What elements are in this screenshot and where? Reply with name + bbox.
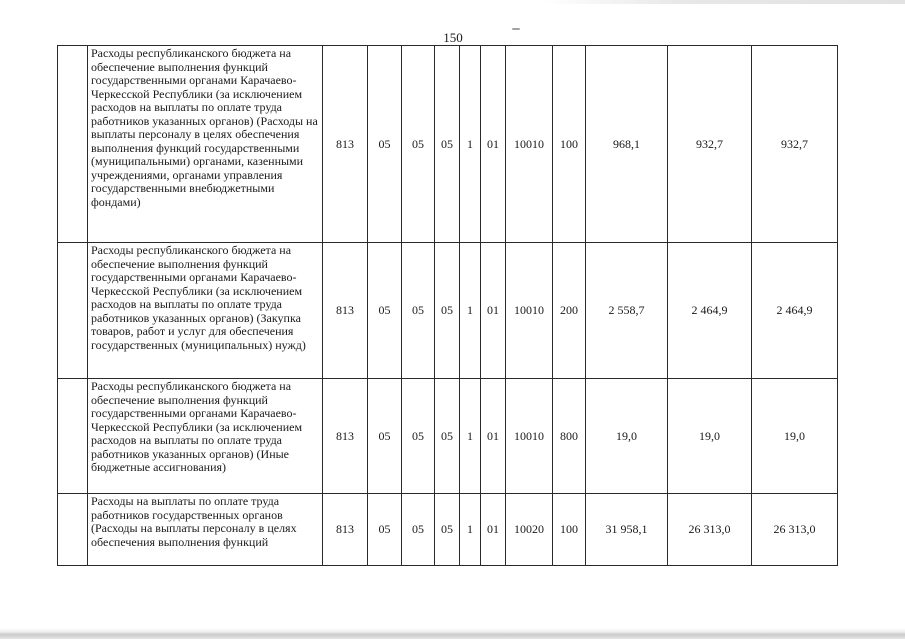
- code-event: 01: [481, 243, 506, 379]
- code-subprogram: 1: [460, 379, 481, 494]
- expense-description: Расходы на выплаты по оплате труда работников государственных органов (Расходы на выплаты персоналу в целях обеспечения выполнения функций: [88, 494, 323, 566]
- code-subprogram: 1: [460, 46, 481, 243]
- code-subprogram: 1: [460, 243, 481, 379]
- scan-edge-bottom: [0, 628, 905, 639]
- amount-1: 31 958,1: [586, 494, 668, 566]
- amount-2: 19,0: [668, 379, 752, 494]
- amount-2: 932,7: [668, 46, 752, 243]
- code-subsection: 05: [402, 494, 435, 566]
- row-index-cell: [58, 243, 88, 379]
- code-program: 05: [435, 243, 460, 379]
- page-number: 150: [443, 30, 463, 45]
- code-section: 05: [368, 379, 402, 494]
- table-row: [58, 46, 838, 243]
- code-subprogram: 1: [460, 494, 481, 566]
- amount-1: 2 558,7: [586, 243, 668, 379]
- code-ministry: 813: [323, 243, 368, 379]
- table-row: [58, 379, 838, 494]
- amount-3: 932,7: [752, 46, 838, 243]
- amount-1: 19,0: [586, 379, 668, 494]
- code-ministry: 813: [323, 379, 368, 494]
- code-direction: 10010: [506, 46, 553, 243]
- code-section: 05: [368, 243, 402, 379]
- amount-3: 19,0: [752, 379, 838, 494]
- code-ministry: 813: [323, 494, 368, 566]
- expense-description: Расходы республиканского бюджета на обеспечение выполнения функций государственными органами Карачаево-Черкесской Республики (за исключением расходов на выплаты по оплате труда работников указанных органов) (Закупка товаров, работ и услуг для обеспечения государственных (муниципальных) нужд): [88, 243, 323, 379]
- code-section: 05: [368, 46, 402, 243]
- code-ministry: 813: [323, 46, 368, 243]
- code-program: 05: [435, 494, 460, 566]
- row-index-cell: [58, 46, 88, 243]
- expense-description: Расходы республиканского бюджета на обеспечение выполнения функций государственными органами Карачаево-Черкесской Республики (за исключением расходов на выплаты по оплате труда работников указанных органов) (Иные бюджетные ассигнования): [88, 379, 323, 494]
- expense-description: Расходы республиканского бюджета на обеспечение выполнения функций государственными органами Карачаево-Черкесской Республики (за исключением расходов на выплаты по оплате труда работников указанных органов) (Расходы на выплаты персоналу в целях обеспечения выполнения функций государственными (муниципальными) органами, казенными учреждениями, органами управления государственными внебюджетными фондами): [88, 46, 323, 243]
- row-index-cell: [58, 494, 88, 566]
- code-program: 05: [435, 46, 460, 243]
- code-subsection: 05: [402, 379, 435, 494]
- budget-table: [57, 45, 838, 566]
- code-event: 01: [481, 46, 506, 243]
- code-direction: 10010: [506, 243, 553, 379]
- amount-3: 26 313,0: [752, 494, 838, 566]
- code-expense-type: 200: [553, 243, 586, 379]
- scan-edge-top: [0, 0, 905, 4]
- code-direction: 10010: [506, 379, 553, 494]
- code-subsection: 05: [402, 46, 435, 243]
- code-subsection: 05: [402, 243, 435, 379]
- amount-2: 26 313,0: [668, 494, 752, 566]
- code-event: 01: [481, 494, 506, 566]
- table-row: [58, 494, 838, 566]
- code-event: 01: [481, 379, 506, 494]
- amount-3: 2 464,9: [752, 243, 838, 379]
- code-expense-type: 100: [553, 46, 586, 243]
- row-index-cell: [58, 379, 88, 494]
- code-expense-type: 800: [553, 379, 586, 494]
- code-direction: 10020: [506, 494, 553, 566]
- code-section: 05: [368, 494, 402, 566]
- code-program: 05: [435, 379, 460, 494]
- amount-1: 968,1: [586, 46, 668, 243]
- table-row: [58, 243, 838, 379]
- code-expense-type: 100: [553, 494, 586, 566]
- amount-2: 2 464,9: [668, 243, 752, 379]
- scan-speck: [512, 28, 520, 30]
